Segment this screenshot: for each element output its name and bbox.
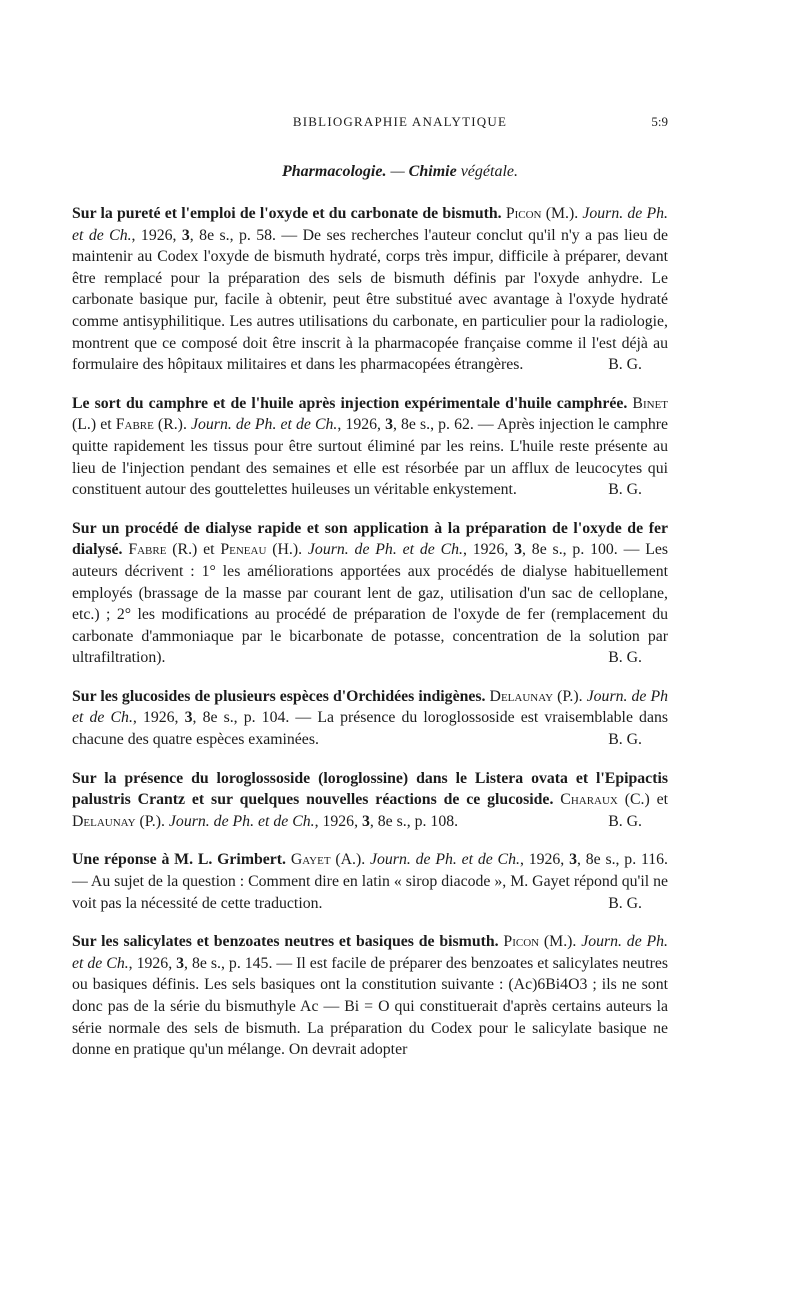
entry-author-initial: (R.) et (166, 541, 221, 559)
entry-journal: Journ. de Ph. et de Ch. (72, 933, 669, 972)
entry-volume: 3 (569, 851, 577, 869)
abstract-entry (72, 518, 668, 669)
entry-author-2-initial: (H.). (266, 541, 308, 559)
page-number: 5:9 (651, 114, 668, 129)
section-title (0, 163, 800, 181)
entry-year: , 1926, (131, 226, 182, 244)
entry-author: Picon (505, 205, 542, 222)
entry-author-2-initial: (P.). (135, 812, 169, 830)
entry-author-initial: (C.) et (617, 791, 669, 809)
entry-author: Delaunay (489, 687, 554, 705)
entry-author-2: Fabre (115, 416, 154, 434)
entry-ref: , 8e s., p. 58. — (189, 226, 303, 244)
entry-signature: B. G. (608, 481, 642, 499)
entry-journal: Journ. de Ph. et de Ch. (168, 812, 315, 830)
entry-volume: 3 (176, 954, 185, 972)
entry-title: Une réponse à M. L. Grimbert. (72, 851, 286, 869)
abstract-entry (72, 393, 668, 501)
entry-signature: B. G. (608, 894, 642, 912)
entry-title: Sur les glucosides de plusieurs espèces d'Orchidées indigènes. (72, 687, 486, 705)
entry-volume: 3 (184, 709, 193, 727)
entry-year: , 1926, (519, 851, 570, 869)
entry-signature: B. G. (608, 649, 642, 667)
running-title: BIBLIOGRAPHIE ANALYTIQUE (292, 114, 508, 129)
abstract-entry (72, 931, 668, 1061)
entry-author-initial: (M.). (541, 205, 583, 222)
entry-body: Les auteurs décrivent : 1° les améliorations apportées aux procédés de dialyse habituellement employés (brassage de la masse par courant lent de gaz, utilisation d'un sac de celloplane, etc.) ; 2° les modifications au procédé de préparation de l'oxyde de fer (remplacement du carbonate d'ammoniaque par le bicarbonate de potasse, concentration de la solution par ultrafiltration). (72, 541, 669, 667)
entry-author: Picon (503, 933, 540, 951)
entry-volume: 3 (514, 541, 523, 559)
entry-author-initial: (P.). (553, 687, 587, 705)
entry-body: La présence du loroglossoside est vraisemblable dans chacune des quatre espèces examinées. (72, 709, 669, 749)
entry-ref: , 8e s., p. 104. — (192, 709, 318, 727)
entry-body: Au sujet de la question : Comment dire en latin « sirop diacode », M. Gayet répond qu'il ne voit pas la nécessité de cette traduction. (72, 873, 668, 912)
entry-author: Fabre (128, 541, 167, 559)
entry-title: Sur la pureté et l'emploi de l'oxyde et du carbonate de bismuth. (72, 205, 502, 222)
entry-author-initial: (M.). (539, 933, 582, 951)
entry-body: Il est facile de préparer des benzoates et salicylates neutres ou basiques définis. Les sels basiques ont la constitution suivante : (Ac)6Bi4O3 ; ils ne sont donc pas de la série du bismuthyle Ac — Bi = O qui constituerait d'après certains auteurs la série normale des sels de bismuth. La préparation du Codex pour le salicylate basique ne donne en pratique qu'un mélange. On devrait adopter (72, 954, 669, 1059)
section-title-c: végétale. (456, 163, 518, 180)
entry-author-2: Delaunay (72, 812, 136, 830)
abstract-entry (72, 686, 668, 751)
entry-ref: , 8e s., p. 145. — (184, 954, 297, 972)
section-title-a: Pharmacologie. (282, 163, 387, 180)
entry-journal: Journ. de Ph. et de Ch. (72, 205, 668, 244)
section-dash: — (386, 163, 409, 180)
entry-title: Sur les salicylates et benzoates neutres et basiques de bismuth. (72, 933, 499, 951)
section-title-b: Chimie (408, 163, 457, 180)
entry-ref: , 8e s., p. 62. — (392, 416, 497, 434)
entry-author: Gayet (290, 851, 331, 869)
entry-signature: B. G. (608, 812, 642, 830)
entry-year: , 1926, (128, 954, 177, 972)
entry-body: De ses recherches l'auteur conclut qu'il n'y a pas lieu de maintenir au Codex l'oxyde de bismuth hydraté, corps très impur, difficile à préparer, devant être remplacé pour la préparation des sels de bismuth définis par l'oxyde anhydre. Le carbonate basique pur, facile à obtenir, peut être substitué avec avantage à l'oxyde hydraté comme antisyphilitique. Les autres utilisations du carbonate, en particulier pour la radiologie, montrent que ce composé doit être inscrit à la pharmacopée française comme il l'est déjà au formulaire des hôpitaux militaires et dans les pharmacopées étrangères. (72, 226, 669, 374)
entry-year: , 1926, (314, 812, 362, 830)
entry-journal: Journ. de Ph. et de Ch. (307, 541, 463, 559)
entry-ref: , 8e s., p. 108. (369, 812, 459, 830)
entry-author-2-initial: (R.). (153, 416, 191, 434)
entry-author-initial: (A.). (330, 851, 370, 869)
entry-signature: B. G. (608, 731, 642, 749)
entry-year: , 1926, (132, 709, 185, 727)
entry-volume: 3 (385, 416, 393, 434)
abstracts-list (72, 203, 668, 1061)
entry-body: Après injection le camphre quitte rapidement les tissus pour être surtout éliminé par les reins. L'huile reste présente au lieu de l'injection pendant des semaines et elle est résorbée par un afflux de leucocytes qui constituent autour des gouttelettes huileuses un véritable enkystement. (72, 416, 669, 499)
abstract-entry (72, 203, 668, 376)
entry-volume: 3 (361, 812, 370, 830)
page-header (0, 114, 800, 134)
entry-volume: 3 (181, 226, 190, 244)
entry-journal: Journ. de Ph et de Ch. (72, 687, 668, 727)
entry-year: , 1926, (337, 416, 386, 434)
entry-title: Sur la présence du loroglossoside (loroglossine) dans le Listera ovata et l'Epipactis palustris Crantz et sur quelques nouvelles réactions de ce glucoside. (72, 769, 668, 809)
entry-year: , 1926, (462, 541, 515, 559)
abstract-entry (72, 768, 668, 833)
entry-journal: Journ. de Ph. et de Ch. (370, 851, 520, 869)
entry-title: Le sort du camphre et de l'huile après injection expérimentale d'huile camphrée. (72, 394, 628, 412)
entry-author: Binet (632, 394, 669, 412)
entry-ref: , 8e s., p. 100. — (522, 541, 646, 559)
entry-ref: , 8e s., p. 116. — (72, 851, 669, 891)
abstract-entry (72, 849, 668, 914)
entry-journal: Journ. de Ph. et de Ch. (191, 416, 338, 434)
entry-title: Sur un procédé de dialyse rapide et son application à la préparation de l'oxyde de fer dialysé. (72, 519, 668, 559)
entry-author-2: Peneau (220, 541, 267, 559)
entry-author: Charaux (560, 791, 618, 809)
entry-author-initial: (L.) et (72, 416, 116, 434)
entry-signature: B. G. (608, 356, 642, 374)
